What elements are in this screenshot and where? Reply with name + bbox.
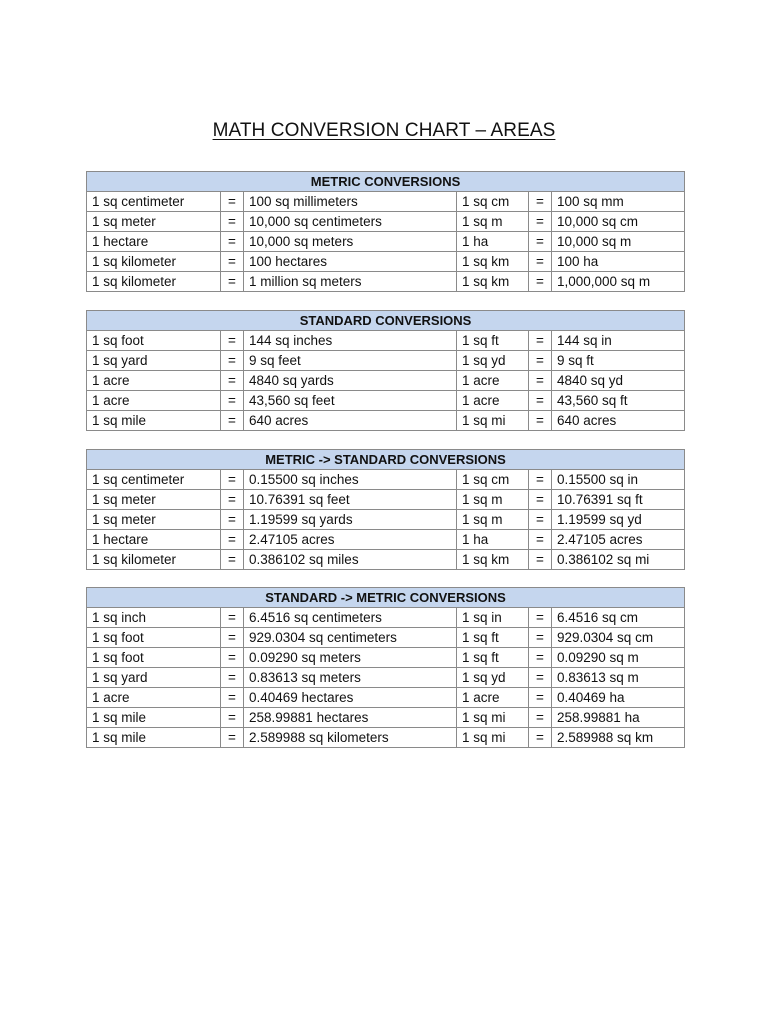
table-row <box>87 510 685 530</box>
abbr-unit-cell: 1 sq ft <box>457 331 529 351</box>
abbr-value-cell: 640 acres <box>552 411 685 431</box>
abbr-unit-cell: 1 sq mi <box>457 411 529 431</box>
full-value-cell: 0.09290 sq meters <box>244 648 457 668</box>
abbr-unit-cell: 1 acre <box>457 371 529 391</box>
full-value-cell: 10,000 sq centimeters <box>244 212 457 232</box>
equals-cell: = <box>221 530 244 550</box>
abbr-unit-cell: 1 sq m <box>457 490 529 510</box>
equals-cell: = <box>529 708 552 728</box>
table-header: METRIC -> STANDARD CONVERSIONS <box>87 450 685 470</box>
page-title: MATH CONVERSION CHART – AREAS <box>212 120 556 141</box>
equals-cell: = <box>529 608 552 628</box>
full-value-cell: 0.15500 sq inches <box>244 470 457 490</box>
abbr-value-cell: 4840 sq yd <box>552 371 685 391</box>
equals-cell: = <box>529 212 552 232</box>
abbr-unit-cell: 1 acre <box>457 688 529 708</box>
abbr-value-cell: 258.99881 ha <box>552 708 685 728</box>
abbr-unit-cell: 1 sq in <box>457 608 529 628</box>
equals-cell: = <box>529 232 552 252</box>
equals-cell: = <box>529 550 552 570</box>
table-row <box>87 668 685 688</box>
metric-conversions-table <box>86 171 685 292</box>
unit-cell: 1 sq centimeter <box>87 470 221 490</box>
unit-cell: 1 acre <box>87 688 221 708</box>
abbr-value-cell: 0.83613 sq m <box>552 668 685 688</box>
unit-cell: 1 sq kilometer <box>87 272 221 292</box>
equals-cell: = <box>529 391 552 411</box>
table-row <box>87 608 685 628</box>
table-row <box>87 232 685 252</box>
abbr-value-cell: 100 sq mm <box>552 192 685 212</box>
abbr-unit-cell: 1 sq cm <box>457 470 529 490</box>
abbr-unit-cell: 1 sq mi <box>457 728 529 748</box>
table-row <box>87 628 685 648</box>
abbr-unit-cell: 1 acre <box>457 391 529 411</box>
equals-cell: = <box>529 530 552 550</box>
full-value-cell: 4840 sq yards <box>244 371 457 391</box>
full-value-cell: 6.4516 sq centimeters <box>244 608 457 628</box>
equals-cell: = <box>221 490 244 510</box>
equals-cell: = <box>529 272 552 292</box>
table-header: STANDARD -> METRIC CONVERSIONS <box>87 588 685 608</box>
abbr-unit-cell: 1 ha <box>457 232 529 252</box>
equals-cell: = <box>221 411 244 431</box>
table-row <box>87 530 685 550</box>
table-header: STANDARD CONVERSIONS <box>87 311 685 331</box>
unit-cell: 1 sq inch <box>87 608 221 628</box>
equals-cell: = <box>529 728 552 748</box>
equals-cell: = <box>221 708 244 728</box>
full-value-cell: 258.99881 hectares <box>244 708 457 728</box>
abbr-unit-cell: 1 sq km <box>457 272 529 292</box>
abbr-value-cell: 100 ha <box>552 252 685 272</box>
table-row <box>87 272 685 292</box>
equals-cell: = <box>529 192 552 212</box>
full-value-cell: 100 hectares <box>244 252 457 272</box>
unit-cell: 1 sq foot <box>87 648 221 668</box>
equals-cell: = <box>529 668 552 688</box>
unit-cell: 1 sq yard <box>87 668 221 688</box>
abbr-value-cell: 43,560 sq ft <box>552 391 685 411</box>
abbr-unit-cell: 1 sq km <box>457 550 529 570</box>
full-value-cell: 100 sq millimeters <box>244 192 457 212</box>
table-row <box>87 212 685 232</box>
equals-cell: = <box>221 628 244 648</box>
equals-cell: = <box>529 648 552 668</box>
abbr-unit-cell: 1 sq ft <box>457 648 529 668</box>
unit-cell: 1 sq meter <box>87 510 221 530</box>
unit-cell: 1 acre <box>87 371 221 391</box>
full-value-cell: 0.386102 sq miles <box>244 550 457 570</box>
table-header: METRIC CONVERSIONS <box>87 172 685 192</box>
unit-cell: 1 sq foot <box>87 628 221 648</box>
standard-to-metric-table <box>86 587 685 748</box>
unit-cell: 1 sq centimeter <box>87 192 221 212</box>
full-value-cell: 10,000 sq meters <box>244 232 457 252</box>
equals-cell: = <box>221 728 244 748</box>
abbr-value-cell: 929.0304 sq cm <box>552 628 685 648</box>
unit-cell: 1 sq kilometer <box>87 550 221 570</box>
table-row <box>87 708 685 728</box>
standard-conversions-table <box>86 310 685 431</box>
equals-cell: = <box>221 252 244 272</box>
unit-cell: 1 sq mile <box>87 728 221 748</box>
equals-cell: = <box>221 192 244 212</box>
abbr-value-cell: 6.4516 sq cm <box>552 608 685 628</box>
abbr-value-cell: 0.386102 sq mi <box>552 550 685 570</box>
table-row <box>87 550 685 570</box>
unit-cell: 1 sq foot <box>87 331 221 351</box>
abbr-unit-cell: 1 sq m <box>457 510 529 530</box>
full-value-cell: 144 sq inches <box>244 331 457 351</box>
equals-cell: = <box>221 391 244 411</box>
table-row <box>87 331 685 351</box>
unit-cell: 1 sq mile <box>87 411 221 431</box>
abbr-unit-cell: 1 sq yd <box>457 351 529 371</box>
equals-cell: = <box>529 371 552 391</box>
full-value-cell: 10.76391 sq feet <box>244 490 457 510</box>
equals-cell: = <box>221 668 244 688</box>
abbr-unit-cell: 1 sq cm <box>457 192 529 212</box>
full-value-cell: 1 million sq meters <box>244 272 457 292</box>
abbr-value-cell: 1,000,000 sq m <box>552 272 685 292</box>
table-row <box>87 490 685 510</box>
abbr-unit-cell: 1 sq ft <box>457 628 529 648</box>
unit-cell: 1 hectare <box>87 232 221 252</box>
full-value-cell: 2.47105 acres <box>244 530 457 550</box>
equals-cell: = <box>221 272 244 292</box>
table-row <box>87 252 685 272</box>
abbr-unit-cell: 1 sq m <box>457 212 529 232</box>
abbr-value-cell: 9 sq ft <box>552 351 685 371</box>
table-row <box>87 371 685 391</box>
abbr-value-cell: 1.19599 sq yd <box>552 510 685 530</box>
equals-cell: = <box>221 608 244 628</box>
abbr-value-cell: 0.40469 ha <box>552 688 685 708</box>
table-row <box>87 688 685 708</box>
equals-cell: = <box>221 331 244 351</box>
abbr-unit-cell: 1 sq mi <box>457 708 529 728</box>
table-row <box>87 411 685 431</box>
full-value-cell: 0.83613 sq meters <box>244 668 457 688</box>
abbr-unit-cell: 1 ha <box>457 530 529 550</box>
unit-cell: 1 sq meter <box>87 490 221 510</box>
metric-to-standard-table <box>86 449 685 570</box>
table-row <box>87 391 685 411</box>
abbr-value-cell: 0.15500 sq in <box>552 470 685 490</box>
equals-cell: = <box>529 351 552 371</box>
equals-cell: = <box>221 371 244 391</box>
equals-cell: = <box>221 470 244 490</box>
abbr-value-cell: 10,000 sq cm <box>552 212 685 232</box>
table-row <box>87 192 685 212</box>
full-value-cell: 43,560 sq feet <box>244 391 457 411</box>
equals-cell: = <box>221 212 244 232</box>
equals-cell: = <box>221 688 244 708</box>
abbr-value-cell: 0.09290 sq m <box>552 648 685 668</box>
table-row <box>87 648 685 668</box>
abbr-value-cell: 144 sq in <box>552 331 685 351</box>
equals-cell: = <box>221 351 244 371</box>
full-value-cell: 2.589988 sq kilometers <box>244 728 457 748</box>
full-value-cell: 9 sq feet <box>244 351 457 371</box>
equals-cell: = <box>529 490 552 510</box>
abbr-value-cell: 10.76391 sq ft <box>552 490 685 510</box>
equals-cell: = <box>529 252 552 272</box>
abbr-unit-cell: 1 sq yd <box>457 668 529 688</box>
table-row <box>87 470 685 490</box>
abbr-unit-cell: 1 sq km <box>457 252 529 272</box>
full-value-cell: 640 acres <box>244 411 457 431</box>
equals-cell: = <box>529 510 552 530</box>
table-row <box>87 728 685 748</box>
abbr-value-cell: 2.47105 acres <box>552 530 685 550</box>
unit-cell: 1 sq mile <box>87 708 221 728</box>
equals-cell: = <box>529 331 552 351</box>
equals-cell: = <box>529 628 552 648</box>
equals-cell: = <box>221 550 244 570</box>
unit-cell: 1 hectare <box>87 530 221 550</box>
unit-cell: 1 sq meter <box>87 212 221 232</box>
unit-cell: 1 sq kilometer <box>87 252 221 272</box>
abbr-value-cell: 2.589988 sq km <box>552 728 685 748</box>
equals-cell: = <box>529 470 552 490</box>
equals-cell: = <box>221 648 244 668</box>
equals-cell: = <box>529 411 552 431</box>
unit-cell: 1 acre <box>87 391 221 411</box>
table-row <box>87 351 685 371</box>
full-value-cell: 929.0304 sq centimeters <box>244 628 457 648</box>
equals-cell: = <box>529 688 552 708</box>
equals-cell: = <box>221 510 244 530</box>
abbr-value-cell: 10,000 sq m <box>552 232 685 252</box>
unit-cell: 1 sq yard <box>87 351 221 371</box>
full-value-cell: 0.40469 hectares <box>244 688 457 708</box>
full-value-cell: 1.19599 sq yards <box>244 510 457 530</box>
equals-cell: = <box>221 232 244 252</box>
